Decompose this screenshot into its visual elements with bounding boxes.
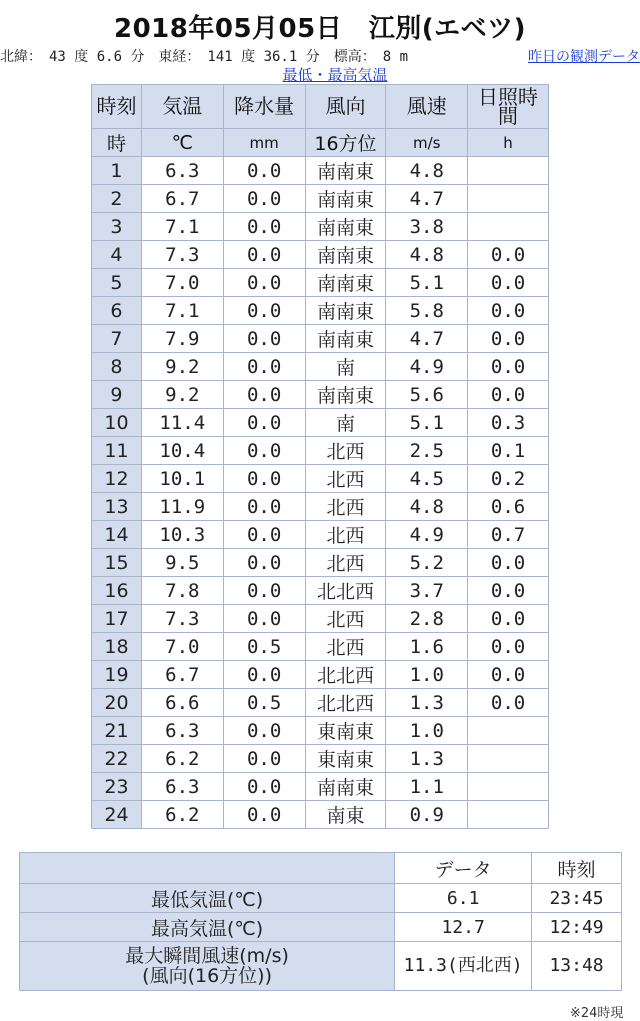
cell-wind-speed: 4.7 — [386, 325, 468, 353]
cell-temperature: 7.1 — [141, 213, 223, 241]
cell-precipitation: 0.0 — [223, 549, 305, 577]
cell-precipitation: 0.5 — [223, 689, 305, 717]
cell-sunshine — [468, 801, 549, 829]
cell-temperature: 7.3 — [141, 241, 223, 269]
cell-sunshine: 0.0 — [468, 241, 549, 269]
cell-wind-speed: 4.9 — [386, 521, 468, 549]
cell-temperature: 6.3 — [141, 773, 223, 801]
cell-temperature: 6.3 — [141, 157, 223, 185]
cell-wind-direction: 南南東 — [305, 241, 386, 269]
cell-precipitation: 0.0 — [223, 717, 305, 745]
cell-hour: 4 — [92, 241, 142, 269]
header-hour: 時刻 — [92, 85, 142, 129]
cell-hour: 16 — [92, 577, 142, 605]
cell-hour: 17 — [92, 605, 142, 633]
table-row — [92, 577, 549, 605]
cell-wind-direction: 南南東 — [305, 381, 386, 409]
cell-sunshine: 0.0 — [468, 325, 549, 353]
footnote: ※24時現 — [570, 1006, 624, 1021]
table-row — [92, 773, 549, 801]
cell-precipitation: 0.0 — [223, 409, 305, 437]
cell-temperature: 9.5 — [141, 549, 223, 577]
table-row — [92, 185, 549, 213]
cell-wind-direction: 北北西 — [305, 689, 386, 717]
coordinates-text: 北緯： 43 度 6.6 分 東経： 141 度 36.1 分 標高： 8 m — [0, 49, 409, 65]
cell-temperature: 6.7 — [141, 185, 223, 213]
cell-wind-direction: 北西 — [305, 633, 386, 661]
cell-sunshine: 0.0 — [468, 549, 549, 577]
summary-row-max-temp — [20, 913, 622, 942]
table-row — [92, 353, 549, 381]
cell-precipitation: 0.0 — [223, 213, 305, 241]
cell-wind-direction: 南南東 — [305, 297, 386, 325]
cell-precipitation: 0.0 — [223, 269, 305, 297]
cell-precipitation: 0.0 — [223, 465, 305, 493]
cell-precipitation: 0.0 — [223, 605, 305, 633]
cell-wind-speed: 1.1 — [386, 773, 468, 801]
summary-value: 11.3(西北西) — [395, 942, 532, 991]
cell-hour: 21 — [92, 717, 142, 745]
cell-temperature: 6.6 — [141, 689, 223, 717]
cell-temperature: 11.9 — [141, 493, 223, 521]
summary-label: 最低気温(℃) — [20, 884, 395, 913]
table-row — [92, 661, 549, 689]
cell-wind-speed: 2.8 — [386, 605, 468, 633]
cell-precipitation: 0.0 — [223, 773, 305, 801]
cell-wind-speed: 5.1 — [386, 269, 468, 297]
cell-hour: 24 — [92, 801, 142, 829]
header-precipitation: 降水量 — [223, 85, 305, 129]
cell-sunshine: 0.0 — [468, 605, 549, 633]
cell-temperature: 7.3 — [141, 605, 223, 633]
hourly-observation-table — [91, 84, 549, 829]
cell-temperature: 9.2 — [141, 353, 223, 381]
cell-hour: 3 — [92, 213, 142, 241]
cell-temperature: 10.3 — [141, 521, 223, 549]
cell-wind-speed: 4.8 — [386, 241, 468, 269]
daily-summary-table — [19, 852, 622, 991]
cell-wind-direction: 東南東 — [305, 745, 386, 773]
cell-precipitation: 0.0 — [223, 661, 305, 689]
cell-sunshine: 0.1 — [468, 437, 549, 465]
gust-label-line2: (風向(16方位)) — [142, 965, 272, 987]
page-title: 2018年05月05日 江別(エベツ) — [114, 14, 526, 44]
cell-wind-direction: 南南東 — [305, 325, 386, 353]
cell-wind-direction: 北西 — [305, 549, 386, 577]
cell-sunshine: 0.3 — [468, 409, 549, 437]
cell-wind-direction: 南南東 — [305, 213, 386, 241]
unit-row — [92, 129, 549, 157]
cell-hour: 23 — [92, 773, 142, 801]
summary-time: 12:49 — [532, 913, 622, 942]
cell-wind-direction: 北西 — [305, 605, 386, 633]
cell-precipitation: 0.0 — [223, 521, 305, 549]
cell-wind-speed: 1.3 — [386, 689, 468, 717]
cell-hour: 8 — [92, 353, 142, 381]
header-wind-direction: 風向 — [305, 85, 386, 129]
cell-wind-speed: 0.9 — [386, 801, 468, 829]
header-row — [92, 85, 549, 129]
cell-wind-direction: 東南東 — [305, 717, 386, 745]
cell-wind-speed: 1.3 — [386, 745, 468, 773]
cell-sunshine: 0.6 — [468, 493, 549, 521]
cell-precipitation: 0.0 — [223, 241, 305, 269]
table-row — [92, 241, 549, 269]
cell-wind-direction: 南南東 — [305, 185, 386, 213]
cell-hour: 14 — [92, 521, 142, 549]
header-sunshine-text: 日照時間 — [478, 84, 539, 128]
cell-precipitation: 0.0 — [223, 185, 305, 213]
unit-wind-direction: 16方位 — [305, 129, 386, 157]
cell-wind-speed: 3.7 — [386, 577, 468, 605]
station-location — [0, 46, 640, 66]
cell-temperature: 7.0 — [141, 633, 223, 661]
cell-temperature: 6.2 — [141, 801, 223, 829]
unit-wind-speed: m/s — [386, 129, 468, 157]
cell-wind-speed: 4.5 — [386, 465, 468, 493]
cell-wind-speed: 2.5 — [386, 437, 468, 465]
cell-sunshine: 0.0 — [468, 269, 549, 297]
cell-hour: 6 — [92, 297, 142, 325]
summary-header-row — [20, 853, 622, 884]
summary-time: 13:48 — [532, 942, 622, 991]
summary-header-blank — [20, 853, 395, 884]
cell-hour: 19 — [92, 661, 142, 689]
cell-temperature: 11.4 — [141, 409, 223, 437]
summary-label: 最高気温(℃) — [20, 913, 395, 942]
min-max-temperature-link[interactable]: 最低・最高気温 — [282, 66, 388, 84]
table-row — [92, 549, 549, 577]
cell-hour: 20 — [92, 689, 142, 717]
cell-precipitation: 0.0 — [223, 157, 305, 185]
cell-hour: 10 — [92, 409, 142, 437]
cell-wind-speed: 4.8 — [386, 157, 468, 185]
table-row — [92, 465, 549, 493]
cell-wind-direction: 北西 — [305, 437, 386, 465]
cell-wind-direction: 南南東 — [305, 269, 386, 297]
cell-temperature: 6.2 — [141, 745, 223, 773]
cell-hour: 1 — [92, 157, 142, 185]
cell-temperature: 7.9 — [141, 325, 223, 353]
cell-precipitation: 0.0 — [223, 801, 305, 829]
unit-sunshine: h — [468, 129, 549, 157]
unit-hour: 時 — [92, 129, 142, 157]
table-row — [92, 605, 549, 633]
cell-hour: 13 — [92, 493, 142, 521]
cell-precipitation: 0.0 — [223, 381, 305, 409]
cell-wind-speed: 1.0 — [386, 661, 468, 689]
cell-precipitation: 0.0 — [223, 353, 305, 381]
cell-hour: 12 — [92, 465, 142, 493]
cell-wind-direction: 北北西 — [305, 577, 386, 605]
summary-label — [20, 942, 395, 991]
cell-wind-direction: 南 — [305, 353, 386, 381]
cell-sunshine — [468, 717, 549, 745]
cell-hour: 11 — [92, 437, 142, 465]
cell-precipitation: 0.0 — [223, 577, 305, 605]
cell-hour: 5 — [92, 269, 142, 297]
cell-sunshine — [468, 773, 549, 801]
summary-row-max-gust — [20, 942, 622, 991]
table-row — [92, 521, 549, 549]
cell-hour: 22 — [92, 745, 142, 773]
summary-value: 6.1 — [395, 884, 532, 913]
cell-sunshine — [468, 745, 549, 773]
cell-wind-speed: 4.7 — [386, 185, 468, 213]
cell-sunshine: 0.0 — [468, 381, 549, 409]
cell-wind-direction: 南南東 — [305, 157, 386, 185]
cell-wind-speed: 3.8 — [386, 213, 468, 241]
header-sunshine — [468, 85, 549, 129]
cell-wind-direction: 南東 — [305, 801, 386, 829]
table-row — [92, 157, 549, 185]
cell-sunshine — [468, 157, 549, 185]
cell-wind-direction: 北北西 — [305, 661, 386, 689]
table-row — [92, 745, 549, 773]
table-row — [92, 381, 549, 409]
cell-sunshine — [468, 185, 549, 213]
yesterday-data-link[interactable]: 昨日の観測データ — [528, 49, 640, 65]
cell-wind-direction: 北西 — [305, 493, 386, 521]
cell-hour: 2 — [92, 185, 142, 213]
cell-wind-speed: 4.8 — [386, 493, 468, 521]
summary-row-min-temp — [20, 884, 622, 913]
table-row — [92, 717, 549, 745]
table-row — [92, 325, 549, 353]
table-row — [92, 269, 549, 297]
cell-sunshine: 0.2 — [468, 465, 549, 493]
cell-wind-direction: 南 — [305, 409, 386, 437]
cell-temperature: 7.8 — [141, 577, 223, 605]
cell-wind-speed: 5.8 — [386, 297, 468, 325]
cell-wind-speed: 1.6 — [386, 633, 468, 661]
summary-header-data: データ — [395, 853, 532, 884]
table-row — [92, 493, 549, 521]
unit-precipitation: mm — [223, 129, 305, 157]
header-temperature: 気温 — [141, 85, 223, 129]
cell-precipitation: 0.5 — [223, 633, 305, 661]
summary-time: 23:45 — [532, 884, 622, 913]
cell-sunshine: 0.0 — [468, 661, 549, 689]
cell-temperature: 10.1 — [141, 465, 223, 493]
cell-sunshine: 0.0 — [468, 297, 549, 325]
cell-hour: 18 — [92, 633, 142, 661]
cell-precipitation: 0.0 — [223, 493, 305, 521]
cell-sunshine: 0.0 — [468, 577, 549, 605]
cell-precipitation: 0.0 — [223, 437, 305, 465]
cell-temperature: 6.3 — [141, 717, 223, 745]
table-row — [92, 437, 549, 465]
cell-temperature: 6.7 — [141, 661, 223, 689]
gust-label-line1: 最大瞬間風速(m/s) — [125, 945, 289, 967]
table-row — [92, 801, 549, 829]
table-row — [92, 409, 549, 437]
table-row — [92, 689, 549, 717]
cell-sunshine: 0.0 — [468, 689, 549, 717]
cell-wind-direction: 南南東 — [305, 773, 386, 801]
table-row — [92, 297, 549, 325]
cell-precipitation: 0.0 — [223, 297, 305, 325]
cell-hour: 15 — [92, 549, 142, 577]
cell-wind-speed: 5.2 — [386, 549, 468, 577]
cell-temperature: 9.2 — [141, 381, 223, 409]
cell-precipitation: 0.0 — [223, 745, 305, 773]
summary-value: 12.7 — [395, 913, 532, 942]
cell-wind-speed: 1.0 — [386, 717, 468, 745]
cell-sunshine — [468, 213, 549, 241]
cell-wind-direction: 北西 — [305, 465, 386, 493]
cell-temperature: 10.4 — [141, 437, 223, 465]
cell-wind-speed: 5.6 — [386, 381, 468, 409]
cell-temperature: 7.1 — [141, 297, 223, 325]
unit-temperature: ℃ — [141, 129, 223, 157]
cell-temperature: 7.0 — [141, 269, 223, 297]
cell-hour: 7 — [92, 325, 142, 353]
cell-wind-speed: 4.9 — [386, 353, 468, 381]
header-wind-speed: 風速 — [386, 85, 468, 129]
cell-sunshine: 0.0 — [468, 633, 549, 661]
cell-precipitation: 0.0 — [223, 325, 305, 353]
cell-sunshine: 0.0 — [468, 353, 549, 381]
table-row — [92, 633, 549, 661]
cell-hour: 9 — [92, 381, 142, 409]
cell-wind-speed: 5.1 — [386, 409, 468, 437]
summary-header-time: 時刻 — [532, 853, 622, 884]
cell-sunshine: 0.7 — [468, 521, 549, 549]
cell-wind-direction: 北西 — [305, 521, 386, 549]
table-row — [92, 213, 549, 241]
